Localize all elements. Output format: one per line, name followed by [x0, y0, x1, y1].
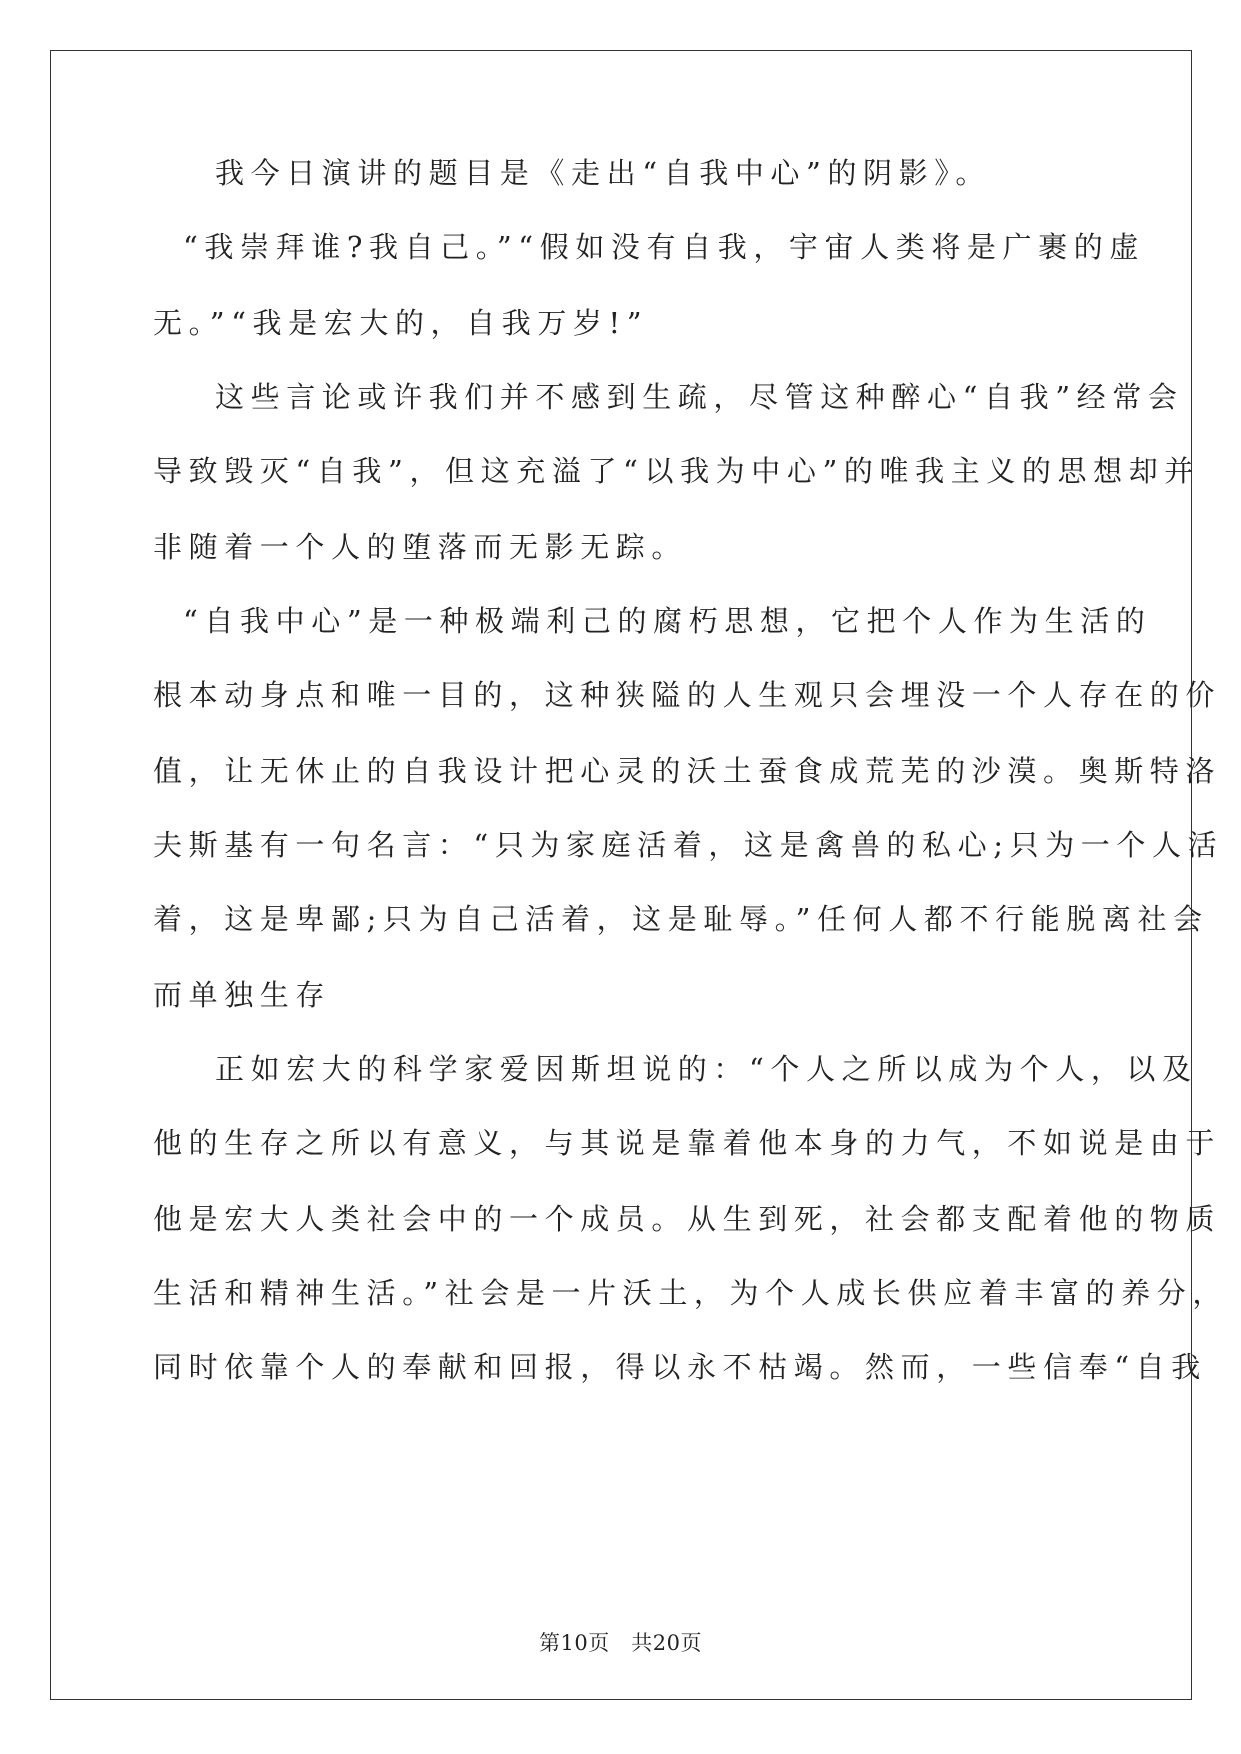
page-frame	[50, 50, 1192, 1700]
text-line: 而单独生存	[153, 978, 332, 1012]
text-line: 无。”“我是宏大的，自我万岁!”	[153, 306, 649, 340]
text-line: “我崇拜谁?我自己。”“假如没有自我，宇宙人类将是广裹的虚	[183, 230, 1145, 264]
page-total: 共20页	[631, 1631, 702, 1655]
text-line: 他的生存之所以有意义，与其说是靠着他本身的力气，不如说是由于	[153, 1126, 1222, 1160]
text-line: 同时依靠个人的奉献和回报，得以永不枯竭。然而，一些信奉“自我	[153, 1350, 1207, 1384]
page-number: 第10页	[539, 1631, 610, 1655]
text-line: 这些言论或许我们并不感到生疏，尽管这种醉心“自我”经常会	[215, 380, 1184, 414]
text-line: 夫斯基有一句名言：“只为家庭活着，这是禽兽的私心;只为一个人活	[153, 828, 1224, 862]
text-line: 生活和精神生活。”社会是一片沃土，为个人成长供应着丰富的养分，	[153, 1276, 1228, 1310]
text-line: 非随着一个人的堕落而无影无踪。	[153, 530, 688, 564]
text-line: 他是宏大人类社会中的一个成员。从生到死，社会都支配着他的物质	[153, 1202, 1222, 1236]
text-line: 着，这是卑鄙;只为自己活着，这是耻辱。”任何人都不行能脱离社会	[153, 902, 1209, 936]
text-line: 正如宏大的科学家爱因斯坦说的：“个人之所以成为个人，以及	[215, 1052, 1198, 1086]
text-line: 值，让无休止的自我设计把心灵的沃土蚕食成荒芜的沙漠。奥斯特洛	[153, 754, 1222, 788]
page-footer	[0, 1630, 1241, 1656]
text-line: 我今日演讲的题目是《走出“自我中心”的阴影》。	[215, 156, 991, 190]
text-line: 导致毁灭“自我”，但这充溢了“以我为中心”的唯我主义的思想却并	[153, 454, 1200, 488]
text-line: “自我中心”是一种极端利己的腐朽思想，它把个人作为生活的	[183, 604, 1152, 638]
text-line: 根本动身点和唯一目的，这种狭隘的人生观只会埋没一个人存在的价	[153, 678, 1222, 712]
